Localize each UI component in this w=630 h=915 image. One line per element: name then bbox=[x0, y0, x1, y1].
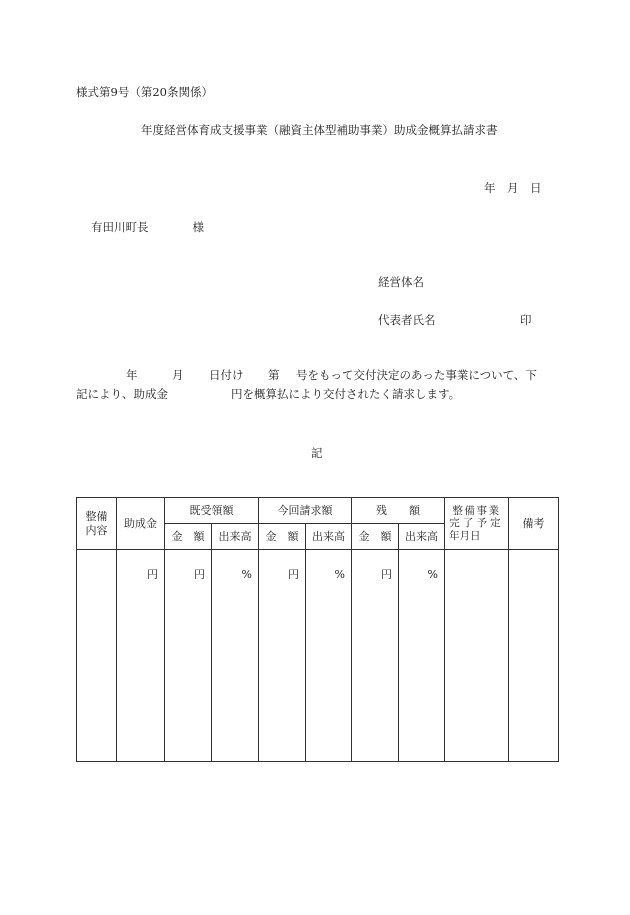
date-line: 年 月 日 bbox=[484, 181, 542, 195]
addressee-honorific: 様 bbox=[192, 220, 204, 234]
header-schedule: 整備事業 完了予定 年月日 bbox=[445, 498, 509, 550]
cell-schedule bbox=[445, 550, 509, 762]
representative-label: 代表者氏名 bbox=[378, 313, 436, 327]
header-received: 既受領額 bbox=[165, 498, 259, 524]
request-line-2 bbox=[76, 386, 460, 402]
cell-remaining-pct: % bbox=[399, 550, 445, 762]
addressee-name: 有田川町長 bbox=[91, 220, 149, 234]
ki-heading: 記 bbox=[311, 446, 323, 460]
seal-mark: 印 bbox=[520, 313, 532, 327]
sub-progress-received: 出来高 bbox=[212, 524, 259, 550]
cell-notes bbox=[509, 550, 559, 762]
sub-amount-remaining: 金 額 bbox=[352, 524, 399, 550]
body-number: 第 bbox=[268, 368, 280, 382]
representative-row bbox=[378, 312, 532, 328]
table-row bbox=[77, 550, 559, 762]
cell-received-yen: 円 bbox=[165, 550, 212, 762]
cell-received-pct: % bbox=[212, 550, 259, 762]
header-notes: 備考 bbox=[509, 498, 559, 550]
body-line2-b: 円を概算払により交付されたく請求します。 bbox=[231, 387, 461, 401]
sub-amount-received: 金 額 bbox=[165, 524, 212, 550]
sub-progress-remaining: 出来高 bbox=[399, 524, 445, 550]
request-table bbox=[76, 497, 559, 762]
body-day: 日付け bbox=[209, 368, 244, 382]
cell-subsidy-yen: 円 bbox=[117, 550, 165, 762]
business-name-label: 経営体名 bbox=[378, 275, 424, 289]
body-line2-a: 記により、助成金 bbox=[76, 387, 168, 401]
header-content: 整備 内容 bbox=[77, 498, 117, 550]
form-number: 様式第9号（第20条関係） bbox=[76, 85, 213, 99]
header-subsidy: 助成金 bbox=[117, 498, 165, 550]
body-rest: 号をもって交付決定のあった事業について、下 bbox=[296, 368, 537, 382]
body-year: 年 bbox=[126, 368, 138, 382]
table-header-row-1 bbox=[77, 498, 559, 524]
sub-progress-current: 出来高 bbox=[306, 524, 352, 550]
cell-current-yen: 円 bbox=[259, 550, 306, 762]
document-title: 年度経営体育成支援事業（融資主体型補助事業）助成金概算払請求書 bbox=[141, 123, 498, 137]
cell-current-pct: % bbox=[306, 550, 352, 762]
cell-remaining-yen: 円 bbox=[352, 550, 399, 762]
sub-amount-current: 金 額 bbox=[259, 524, 306, 550]
body-month: 月 bbox=[172, 368, 184, 382]
addressee bbox=[91, 219, 204, 235]
header-current: 今回請求額 bbox=[259, 498, 352, 524]
cell-content bbox=[77, 550, 117, 762]
header-remaining: 残 額 bbox=[352, 498, 445, 524]
request-line-1 bbox=[126, 367, 537, 383]
